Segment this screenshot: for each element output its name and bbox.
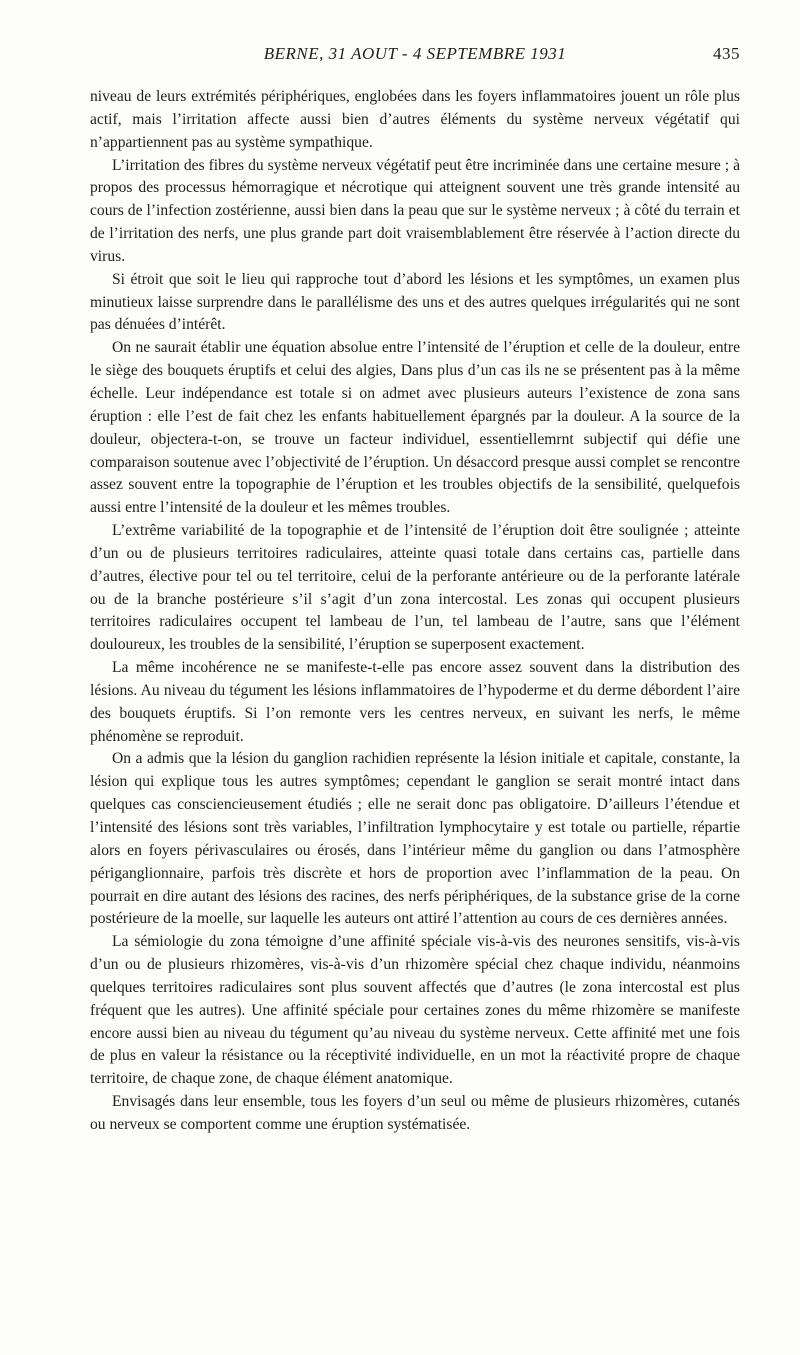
paragraph: Envisagés dans leur ensemble, tous les foyers d’un seul ou même de plusieurs rhizomères, cutanés ou nerveux se comportent comme une éruption systématisée. [90, 1093, 740, 1133]
paragraph: L’irritation des fibres du système nerveux végétatif peut être incriminée dans une certaine mesure ; à propos des processus hémorragique et nécrotique qui atteignent souvent une très grande intensité au cours de l’infection zostérienne, aussi bien dans la peau que sur le système nerveux ; à côté du terrain et de l’irritation des nerfs, une plus grande part doit vraisemblablement être réservée à l’action directe du virus. [90, 156, 740, 265]
running-head [90, 44, 740, 70]
paragraph: L’extrême variabilité de la topographie et de l’intensité de l’éruption doit être soulignée ; atteinte d’un ou de plusieurs territoires radiculaires, atteinte quasi totale dans certains cas, partielle dans d’autres, élective pour tel ou tel territoire, celui de la perforante antérieure ou de la perforante latérale ou de la branche postérieure s’il s’agit d’un zona intercostal. Les zonas qui occupent plusieurs territoires radiculaires occupent tel lambeau de l’un, tel lambeau de l’autre, sans que l’élément douloureux, les troubles de la sensibilité, l’éruption se superposent exactement. [90, 522, 740, 654]
paragraph: On ne saurait établir une équation absolue entre l’intensité de l’éruption et celle de la douleur, entre le siège des bouquets éruptifs et celui des algies, Dans plus d’un cas ils ne se présentent pas à la même échelle. Leur indépendance est totale si on admet avec plusieurs auteurs l’existence de zona sans éruption : elle l’est de fait chez les enfants habituellement épargnés par la douleur. A la source de la douleur, objectera-t-on, se trouve un facteur individuel, essentiellemrnt subjectif qui défie une comparaison soutenue avec l’objectivité de l’éruption. Un désaccord presque aussi complet se rencontre assez souvent entre la topographie de l’éruption et les troubles objectifs de la sensibilité, quelquefois aussi entre l’intensité de la douleur et les mêmes troubles. [90, 339, 740, 517]
running-head-title: BERNE, 31 AOUT - 4 SEPTEMBRE 1931 [263, 44, 567, 63]
paragraph: La sémiologie du zona témoigne d’une affinité spéciale vis-à-vis des neurones sensitifs, vis-à-vis d’un ou de plusieurs rhizomères, vis-à-vis d’un rhizomère spécial chez chaque individu, néanmoins quelques territoires radiculaires sont plus souvent affectés que d’autres (le zona intercostal est plus fréquent que les autres). Une affinité spéciale pour certaines zones du même rhizomère se manifeste encore aussi bien au niveau du tégument qu’au niveau du système nerveux. Cette affinité met une fois de plus en valeur la résistance ou la réceptivité individuelle, en un mot la réactivité propre de chaque territoire, de chaque zone, de chaque élément anatomique. [90, 933, 740, 1088]
paragraph: Si étroit que soit le lieu qui rapproche tout d’abord les lésions et les symptômes, un examen plus minutieux laisse surprendre dans le parallélisme des uns et des autres quelques irrégularités qui ne sont pas dénuées d’intérêt. [90, 270, 740, 334]
page-number: 435 [713, 44, 740, 63]
paragraph-continuation: niveau de leurs extrémités périphériques, englobées dans les foyers inflammatoires jouent un rôle plus actif, mais l’irritation affecte aussi bien d’autres éléments du système nerveux végétatif qui n’appartiennent pas au système sympathique. [90, 88, 740, 151]
body-text [90, 86, 740, 1137]
paragraph: On a admis que la lésion du ganglion rachidien représente la lésion initiale et capitale, constante, la lésion qui explique tous les autres symptômes; cependant le ganglion se serait montré intact dans quelques cas consciencieusement étudiés ; elle ne serait donc pas obligatoire. D’ailleurs l’étendue et l’intensité des lésions sont très variables, l’infiltration lymphocytaire y est totale ou partielle, répartie alors en foyers périvasculaires ou érosés, dans l’intérieur même du ganglion ou dans l’atmosphère périganglionnaire, parfois très discrète et hors de proportion avec l’inflammation de la peau. On pourrait en dire autant des lésions des racines, des nerfs périphériques, de la substance grise de la corne postérieure de la moelle, sur laquelle les auteurs ont attiré l’attention au cours de ces dernières années. [90, 750, 740, 928]
paragraph: La même incohérence ne se manifeste-t-elle pas encore assez souvent dans la distribution des lésions. Au niveau du tégument les lésions inflammatoires de l’hypoderme et du derme débordent l’aire des bouquets éruptifs. Si l’on remonte vers les centres nerveux, en suivant les nerfs, le même phénomène se reproduit. [90, 659, 740, 745]
